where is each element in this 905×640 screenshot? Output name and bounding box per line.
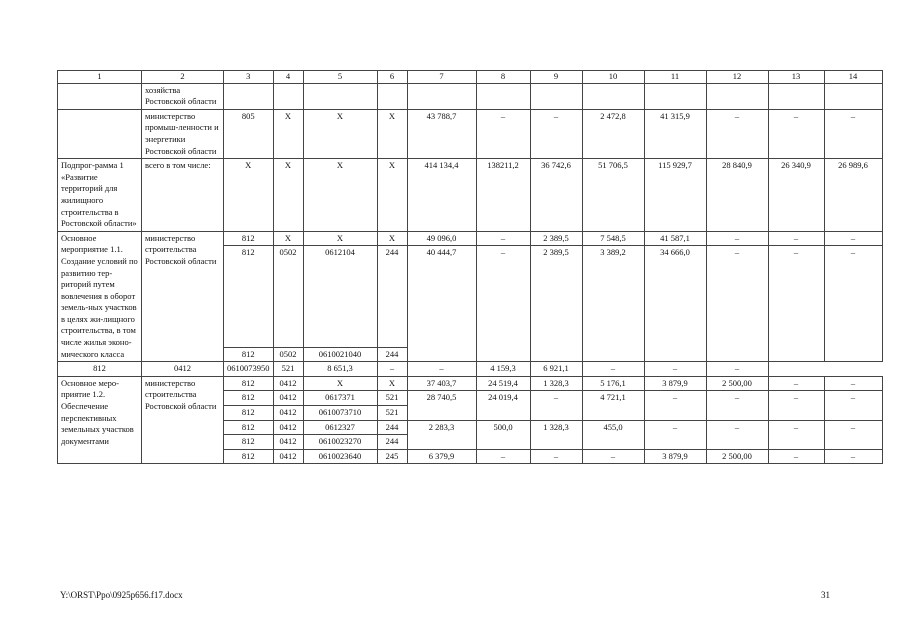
table-cell: 245 bbox=[377, 449, 407, 464]
table-cell: 6 379,9 bbox=[407, 449, 476, 464]
table-cell: 41 587,1 bbox=[644, 231, 706, 246]
table-cell: – bbox=[644, 362, 706, 377]
table-cell bbox=[407, 83, 476, 109]
table-cell: Х bbox=[303, 109, 377, 158]
table-cell: 0412 bbox=[273, 391, 303, 406]
table-cell: министерство строительства Ростовской области bbox=[142, 231, 224, 362]
table-cell: Х bbox=[377, 231, 407, 246]
table-cell bbox=[476, 83, 530, 109]
table-cell: – bbox=[768, 231, 824, 246]
table-cell: 0502 bbox=[273, 347, 303, 362]
table-cell: – bbox=[768, 376, 824, 391]
column-header: 4 bbox=[273, 71, 303, 84]
table-cell: – bbox=[582, 449, 644, 464]
table-cell: 0412 bbox=[273, 449, 303, 464]
footer-file-path: Y:\ORST\Ppo\0925p656.f17.docx bbox=[60, 590, 183, 600]
table-cell: 812 bbox=[224, 420, 274, 435]
table-cell: 34 666,0 bbox=[644, 246, 706, 362]
table-cell: 521 bbox=[377, 406, 407, 421]
table-cell: – bbox=[706, 391, 768, 420]
table-cell bbox=[377, 83, 407, 109]
table-cell: 28 740,5 bbox=[407, 391, 476, 420]
column-header: 2 bbox=[142, 71, 224, 84]
table-cell: Подпрог-рамма 1 «Развитие территорий для жилищного строительства в Ростовской области» bbox=[58, 159, 142, 232]
budget-table bbox=[57, 70, 883, 464]
table-cell: 244 bbox=[377, 435, 407, 450]
table-row bbox=[58, 159, 883, 232]
table-cell: 812 bbox=[224, 246, 274, 347]
table-cell: Х bbox=[273, 109, 303, 158]
table-cell: – bbox=[706, 246, 768, 362]
table-cell: 244 bbox=[377, 347, 407, 362]
column-header: 11 bbox=[644, 71, 706, 84]
column-header: 7 bbox=[407, 71, 476, 84]
table-cell: Х bbox=[303, 159, 377, 232]
table-row bbox=[58, 83, 883, 109]
table-cell: 8 651,3 bbox=[303, 362, 377, 377]
table-cell: – bbox=[706, 420, 768, 449]
table-cell: 28 840,9 bbox=[706, 159, 768, 232]
table-cell bbox=[273, 83, 303, 109]
table-cell: 26 340,9 bbox=[768, 159, 824, 232]
table-cell: 0612327 bbox=[303, 420, 377, 435]
table-row bbox=[58, 376, 883, 391]
table-cell: 414 134,4 bbox=[407, 159, 476, 232]
table-cell: 812 bbox=[224, 406, 274, 421]
table-cell: 40 444,7 bbox=[407, 246, 476, 362]
table-cell: 812 bbox=[224, 435, 274, 450]
column-header: 3 bbox=[224, 71, 274, 84]
column-header: 8 bbox=[476, 71, 530, 84]
table-cell: 812 bbox=[224, 347, 274, 362]
table-cell: 500,0 bbox=[476, 420, 530, 449]
table-cell: – bbox=[824, 449, 882, 464]
table-cell: – bbox=[476, 231, 530, 246]
table-cell: 812 bbox=[224, 376, 274, 391]
table-cell: – bbox=[582, 362, 644, 377]
table-cell bbox=[530, 83, 582, 109]
table-cell: 37 403,7 bbox=[407, 376, 476, 391]
table-cell: 0412 bbox=[273, 376, 303, 391]
table-cell: Х bbox=[377, 376, 407, 391]
table-cell bbox=[224, 83, 274, 109]
table-cell: – bbox=[824, 109, 882, 158]
table-cell: 2 389,5 bbox=[530, 246, 582, 362]
table-cell: 0412 bbox=[273, 435, 303, 450]
table-cell: 7 548,5 bbox=[582, 231, 644, 246]
table-cell: 0610073950 bbox=[224, 362, 274, 377]
table-cell: – bbox=[768, 449, 824, 464]
table-cell bbox=[644, 83, 706, 109]
table-cell: министерство промыш-ленности и энергетики Ростовской области bbox=[142, 109, 224, 158]
table-cell: 0610073710 bbox=[303, 406, 377, 421]
table-cell: Х bbox=[273, 159, 303, 232]
table-cell: 41 315,9 bbox=[644, 109, 706, 158]
table-cell: – bbox=[530, 109, 582, 158]
table-cell: – bbox=[768, 246, 824, 362]
table-cell: 1 328,3 bbox=[530, 420, 582, 449]
column-header: 5 bbox=[303, 71, 377, 84]
table-cell: 2 500,00 bbox=[706, 449, 768, 464]
table-cell: Х bbox=[303, 376, 377, 391]
table-cell: 4 721,1 bbox=[582, 391, 644, 420]
table-cell: 24 519,4 bbox=[476, 376, 530, 391]
table-cell: – bbox=[706, 362, 768, 377]
table-cell: 5 176,1 bbox=[582, 376, 644, 391]
table-cell: 812 bbox=[224, 391, 274, 406]
table-cell: – bbox=[407, 362, 476, 377]
table-cell: 2 283,3 bbox=[407, 420, 476, 449]
table-cell: – bbox=[824, 420, 882, 449]
table-cell: 51 706,5 bbox=[582, 159, 644, 232]
table-cell: 26 989,6 bbox=[824, 159, 882, 232]
table-cell: – bbox=[768, 420, 824, 449]
table-cell bbox=[824, 83, 882, 109]
table-cell: 805 bbox=[224, 109, 274, 158]
column-header: 12 bbox=[706, 71, 768, 84]
table-cell: министерство строительства Ростовской области bbox=[142, 376, 224, 464]
table-cell: 115 929,7 bbox=[644, 159, 706, 232]
header-row bbox=[58, 71, 883, 84]
table-cell: хозяйства Ростовской области bbox=[142, 83, 224, 109]
table-cell: 6 921,1 bbox=[530, 362, 582, 377]
table-cell bbox=[706, 83, 768, 109]
table-cell: Х bbox=[224, 159, 274, 232]
table-cell: 3 389,2 bbox=[582, 246, 644, 362]
table-cell bbox=[582, 83, 644, 109]
table-cell: 0612104 bbox=[303, 246, 377, 347]
table-cell: – bbox=[530, 391, 582, 420]
table-cell: – bbox=[530, 449, 582, 464]
table-cell: – bbox=[768, 391, 824, 420]
table-cell: Х bbox=[377, 109, 407, 158]
table-cell: 0617371 bbox=[303, 391, 377, 406]
table-cell: 0412 bbox=[142, 362, 224, 377]
table-cell: – bbox=[377, 362, 407, 377]
table-cell bbox=[303, 83, 377, 109]
table-cell: 1 328,3 bbox=[530, 376, 582, 391]
table-cell: – bbox=[644, 391, 706, 420]
table-cell: – bbox=[476, 109, 530, 158]
column-header: 6 bbox=[377, 71, 407, 84]
table-cell: 24 019,4 bbox=[476, 391, 530, 420]
table-cell: всего в том числе: bbox=[142, 159, 224, 232]
table-row bbox=[58, 109, 883, 158]
column-header: 14 bbox=[824, 71, 882, 84]
table-cell: 0610021040 bbox=[303, 347, 377, 362]
table-cell: – bbox=[824, 376, 882, 391]
table-cell bbox=[58, 109, 142, 158]
table-body bbox=[58, 71, 883, 464]
table-cell: 812 bbox=[224, 449, 274, 464]
column-header: 10 bbox=[582, 71, 644, 84]
table-cell: 0502 bbox=[273, 246, 303, 347]
table-cell bbox=[768, 83, 824, 109]
table-cell: Основное меро-приятие 1.2. Обеспечение перспективных земельных участков документами bbox=[58, 376, 142, 464]
column-header: 1 bbox=[58, 71, 142, 84]
footer-page-number: 31 bbox=[821, 590, 830, 600]
column-header: 13 bbox=[768, 71, 824, 84]
table-cell: 2 472,8 bbox=[582, 109, 644, 158]
table-row bbox=[58, 362, 883, 377]
table-cell: – bbox=[644, 420, 706, 449]
table-cell: 521 bbox=[377, 391, 407, 406]
table-cell: 43 788,7 bbox=[407, 109, 476, 158]
table-cell: – bbox=[706, 231, 768, 246]
table-cell: 3 879,9 bbox=[644, 449, 706, 464]
table-cell: 3 879,9 bbox=[644, 376, 706, 391]
table-cell: 2 389,5 bbox=[530, 231, 582, 246]
table-cell: 244 bbox=[377, 420, 407, 435]
table-cell: – bbox=[824, 231, 882, 246]
table-cell: Основное мероприятие 1.1. Создание условий по развитию тер-риторий путем вовлечения в оборот земель-ных участков в целях жи-лищного строительства, в том числе жилья эконо-мического класса bbox=[58, 231, 142, 362]
table-cell: – bbox=[768, 109, 824, 158]
table-cell: 36 742,6 bbox=[530, 159, 582, 232]
table-cell: – bbox=[824, 391, 882, 420]
table-row bbox=[58, 231, 883, 246]
table-cell: Х bbox=[377, 159, 407, 232]
table-cell: Х bbox=[273, 231, 303, 246]
table-cell: 0412 bbox=[273, 420, 303, 435]
table-cell: 812 bbox=[58, 362, 142, 377]
table-cell: 812 bbox=[224, 231, 274, 246]
table-cell: – bbox=[476, 449, 530, 464]
table-cell: 455,0 bbox=[582, 420, 644, 449]
table-cell: 521 bbox=[273, 362, 303, 377]
column-header: 9 bbox=[530, 71, 582, 84]
table-cell: 244 bbox=[377, 246, 407, 347]
table-cell bbox=[58, 83, 142, 109]
table-cell: 138211,2 bbox=[476, 159, 530, 232]
table-cell: 0412 bbox=[273, 406, 303, 421]
table-cell: 0610023640 bbox=[303, 449, 377, 464]
table-cell: – bbox=[824, 246, 882, 362]
table-cell: – bbox=[476, 246, 530, 362]
table-cell: – bbox=[706, 109, 768, 158]
table-cell: 0610023270 bbox=[303, 435, 377, 450]
table-cell: 4 159,3 bbox=[476, 362, 530, 377]
table-cell: Х bbox=[303, 231, 377, 246]
table-cell: 2 500,00 bbox=[706, 376, 768, 391]
table-cell: 49 096,0 bbox=[407, 231, 476, 246]
